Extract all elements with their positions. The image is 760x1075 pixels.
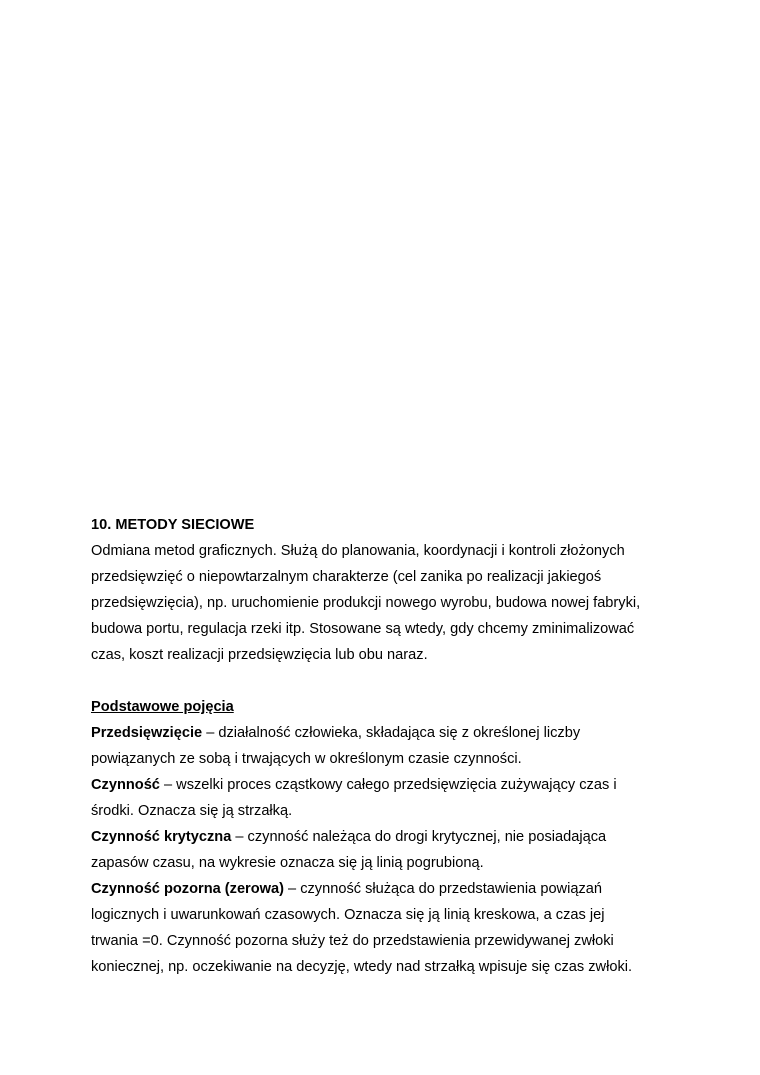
intro-line: Odmiana metod graficznych. Służą do planowania, koordynacji i kontroli złożonych [91, 543, 625, 559]
definition-czynnosc-pozorna [91, 876, 681, 980]
concepts-heading: Podstawowe pojęcia [91, 699, 234, 715]
document-content [91, 512, 681, 980]
paragraph-spacer [91, 668, 681, 694]
definition-text: – czynność należąca do drogi krytycznej, nie posiadająca [231, 829, 607, 845]
definition-czynnosc [91, 772, 681, 824]
definition-term: Czynność pozorna (zerowa) [91, 881, 284, 897]
definition-term: Czynność [91, 777, 160, 793]
section-title: 10. METODY SIECIOWE [91, 517, 255, 533]
definition-text: – czynność służąca do przedstawienia powiązań [283, 881, 602, 897]
definition-czynnosc-krytyczna [91, 824, 681, 876]
definition-line: zapasów czasu, na wykresie oznacza się ją linią pogrubioną. [91, 855, 484, 871]
definition-line: środki. Oznacza się ją strzałką. [91, 803, 293, 819]
definition-przedsiewziecie [91, 720, 681, 772]
intro-line: budowa portu, regulacja rzeki itp. Stosowane są wtedy, gdy chcemy zminimalizować [91, 621, 635, 637]
definition-line: powiązanych ze sobą i trwających w określonym czasie czynności. [91, 751, 522, 767]
intro-paragraph [91, 538, 681, 668]
definition-term: Przedsięwzięcie [91, 725, 203, 741]
definition-text: – wszelki proces cząstkowy całego przedsięwzięcia zużywający czas i [159, 777, 617, 793]
definition-first-line [91, 876, 681, 902]
definition-line: logicznych i uwarunkowań czasowych. Oznacza się ją linią kreskowa, a czas jej [91, 907, 605, 923]
intro-line: przedsięwzięcia), np. uruchomienie produkcji nowego wyrobu, budowa nowej fabryki, [91, 595, 641, 611]
definition-term: Czynność krytyczna [91, 829, 232, 845]
definition-first-line [91, 720, 681, 746]
definition-text: – działalność człowieka, składająca się z określonej liczby [202, 725, 581, 741]
definition-first-line [91, 772, 681, 798]
definition-first-line [91, 824, 681, 850]
intro-line: czas, koszt realizacji przedsięwzięcia lub obu naraz. [91, 647, 428, 663]
definition-line: koniecznej, np. oczekiwanie na decyzję, wtedy nad strzałką wpisuje się czas zwłoki. [91, 959, 633, 975]
definition-line: trwania =0. Czynność pozorna służy też do przedstawienia przewidywanej zwłoki [91, 933, 614, 949]
intro-line: przedsięwzięć o niepowtarzalnym charakterze (cel zanika po realizacji jakiegoś [91, 569, 602, 585]
